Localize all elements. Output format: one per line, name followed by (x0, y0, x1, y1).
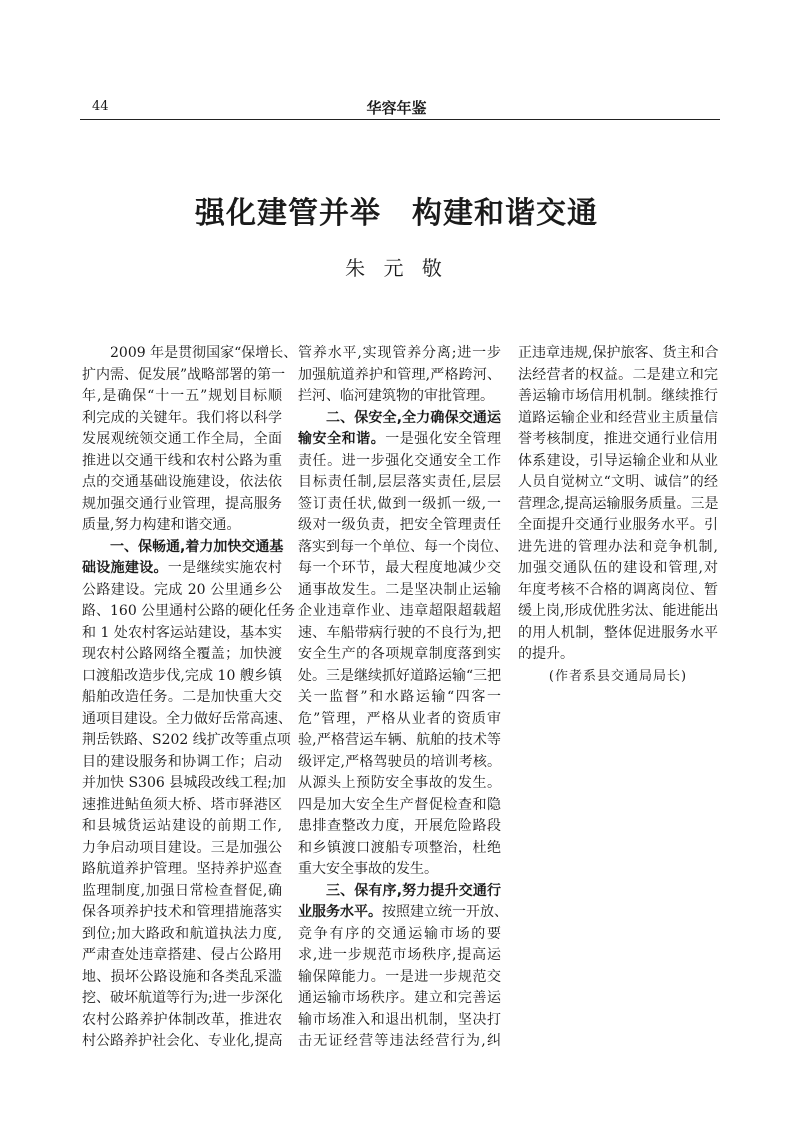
line-text: 点的交通基础设施建设，依法依 (82, 474, 282, 490)
text-line (298, 687, 501, 709)
line-text: 目标责任制,层层落实责任,层层 (298, 474, 501, 490)
section-heading: 二、保安全,全力确保交通运 (326, 409, 501, 426)
text-line (518, 644, 718, 666)
line-text: 管养水平,实现管养分离;进一步 (298, 345, 501, 361)
article-title: 强化建管并举 构建和谐交通 (195, 196, 598, 231)
line-text: 全面提升交通行业服务水平。引 (518, 517, 718, 533)
section-heading: 业服务水平。 (298, 904, 382, 920)
text-line (298, 1010, 501, 1032)
text-line (298, 924, 501, 946)
text-line (298, 816, 501, 838)
line-text: 保各项养护技术和管理措施落实 (82, 904, 282, 920)
line-text: 路、160 公里通村公路的硬化任务 (82, 603, 296, 619)
line-text: 加强交通队伍的建设和管理,对 (518, 560, 718, 576)
text-line (82, 623, 282, 645)
line-text: 推进以交通干线和农村公路为重 (82, 452, 282, 469)
text-line (298, 838, 501, 860)
text-line (82, 773, 286, 795)
text-line (298, 945, 501, 967)
text-line (82, 601, 296, 623)
text-line (298, 558, 501, 580)
line-text: 到位;加大路政和航道执法力度, (82, 925, 282, 942)
line-text: 危”管理，严格从业者的资质审 (298, 710, 501, 727)
line-text: 口渡船改造步伐,完成 10 艘乡镇 (82, 667, 282, 684)
line-text: 关一监督”和水路运输“四客一 (298, 689, 501, 705)
line-text: 誉考核制度，推进交通行业信用 (518, 431, 718, 447)
text-line (298, 515, 501, 537)
line-text: 现农村公路网络全覆盖；加快渡 (82, 646, 282, 662)
text-line (298, 795, 501, 817)
line-text: 规加强交通行业管理，提高服务 (82, 495, 282, 512)
line-text: 并加快 S306 县城段改线工程;加 (82, 775, 286, 791)
text-line (82, 429, 282, 451)
text-line (518, 472, 718, 494)
line-text: 验,严格营运车辆、航舶的技术等 (298, 732, 501, 748)
text-line (82, 967, 282, 989)
text-line (518, 365, 718, 387)
text-line (298, 343, 501, 365)
line-text: 缓上岗,形成优胜劣汰、能进能出 (518, 603, 719, 619)
text-line (518, 515, 718, 537)
line-text: 发展观统领交通工作全局，全面 (82, 431, 282, 447)
header-rule (80, 119, 720, 120)
line-text: 速推进鲇鱼须大桥、塔市驿港区 (82, 796, 282, 813)
text-line (298, 773, 501, 795)
line-text: 求,进一步规范市场秩序,提高运 (298, 947, 501, 963)
line-text: 进先进的管理办法和竞争机制, (518, 538, 718, 555)
line-text: 和县城货运站建设的前期工作, (82, 818, 282, 834)
line-text: 企业违章作业、违章超限超载超 (298, 603, 501, 619)
text-line (82, 730, 291, 752)
line-text: 质量,努力构建和谐交通。 (82, 517, 241, 533)
text-line (82, 988, 282, 1010)
text-line (298, 902, 508, 924)
line-text: 击无证经营等违法经营行为,纠 (298, 1033, 501, 1049)
line-text: 按照建立统一开放、 (382, 904, 508, 920)
text-line (82, 472, 282, 494)
text-column-1 (82, 343, 298, 1053)
page-number: 44 (92, 99, 109, 114)
line-text: 重大安全事故的发生。 (298, 861, 438, 877)
text-line (298, 537, 508, 559)
text-line (298, 601, 501, 623)
text-line (298, 472, 501, 494)
line-text: 一是继续实施农村 (167, 560, 283, 576)
line-text: 善运输市场信用机制。继续推行 (518, 388, 718, 404)
line-text: 营理念,提高运输服务质量。三是 (518, 495, 719, 512)
text-column-2 (298, 343, 508, 1053)
line-text: 挖、破坏航道等行为;进一步深化 (82, 990, 283, 1006)
line-text: 和乡镇渡口渡船专项整治，杜绝 (298, 839, 501, 856)
section-heading: 三、保有序,努力提升交通行 (326, 882, 501, 899)
line-text: 目的建设服务和协调工作；启动 (82, 753, 282, 770)
line-text: 通事故发生。二是坚决制止运输 (298, 581, 501, 598)
line-text: 通项目建设。全力做好岳常高速、 (82, 710, 292, 727)
line-text: 安全生产的各项规章制度落到实 (298, 646, 501, 662)
line-text: 道路运输企业和经营业主质量信 (518, 409, 718, 426)
text-line (82, 558, 282, 580)
line-text: (作者系县交通局局长) (548, 668, 688, 684)
text-line (82, 515, 282, 537)
line-text: 严肃查处违章搭建、侵占公路用 (82, 947, 282, 963)
text-line (518, 601, 718, 623)
line-text: 2009 年是贯彻国家“保增长、 (110, 345, 298, 361)
section-heading: 一、保畅通,着力加快交通基 (110, 538, 284, 555)
text-line (298, 988, 501, 1010)
text-line (298, 666, 501, 688)
line-text: 力争启动项目建设。三是加强公 (82, 839, 282, 856)
line-text: 荆岳铁路、S202 线扩改等重点项 (82, 732, 291, 748)
text-line (298, 967, 501, 989)
text-line (82, 709, 292, 731)
line-text: 处。三是继续抓好道路运输“三把 (298, 667, 502, 684)
text-line (518, 623, 718, 645)
text-line (298, 580, 501, 602)
line-text: 监理制度,加强日常检查督促,确 (82, 882, 282, 899)
line-text: 村公路养护社会化、专业化,提高 (82, 1033, 283, 1049)
text-line (298, 644, 501, 666)
text-line (298, 494, 501, 516)
text-line (518, 451, 718, 473)
line-text: 级评定,严格驾驶员的培训考核。 (298, 753, 501, 770)
text-line (82, 494, 282, 516)
section-heading: 础设施建设。 (82, 560, 168, 576)
author-note (518, 666, 718, 688)
line-text: 农村公路养护体制改革，推进农 (82, 1011, 282, 1028)
line-text: 的提升。 (518, 646, 574, 662)
text-line (82, 1010, 282, 1032)
line-text: 患排查整改力度，开展危险路段 (298, 818, 501, 834)
line-text: 体系建设，引导运输企业和从业 (518, 452, 718, 469)
text-line (298, 881, 501, 903)
text-line (518, 386, 718, 408)
line-text: 年度考核不合格的调离岗位、暂 (518, 581, 718, 598)
line-text: 和 1 处农村客运站建设，基本实 (82, 624, 282, 641)
text-line (298, 859, 501, 881)
text-line (82, 1031, 282, 1053)
line-text: 拦河、临河建筑物的审批管理。 (298, 388, 494, 404)
text-line (518, 429, 718, 451)
text-line (82, 859, 282, 881)
line-text: 签订责任状,做到一级抓一级,一 (298, 495, 501, 512)
text-column-3 (518, 343, 718, 687)
text-line (82, 752, 282, 774)
text-line (298, 1031, 501, 1053)
line-text: 落实到每一个单位、每一个岗位、 (298, 538, 508, 555)
text-line (82, 365, 286, 387)
line-text: 通运输市场秩序。建立和完善运 (298, 990, 501, 1006)
text-line (298, 429, 501, 451)
text-line (298, 752, 501, 774)
line-text: 责任。进一步强化交通安全工作 (298, 452, 501, 469)
text-line (298, 365, 501, 387)
text-line (298, 623, 501, 645)
text-line (82, 580, 282, 602)
text-line (82, 408, 282, 430)
line-text: 输保障能力。一是进一步规范交 (298, 968, 501, 985)
text-line (518, 558, 718, 580)
line-text: 级对一级负责，把安全管理责任 (298, 517, 501, 533)
text-line (298, 709, 501, 731)
text-line (518, 408, 718, 430)
text-line (82, 881, 282, 903)
line-text: 年,是确保“十一五”规划目标顺 (82, 388, 282, 404)
text-line (298, 730, 501, 752)
line-text: 扩内需、促发展”战略部署的第一 (82, 366, 286, 383)
line-text: 四是加大安全生产督促检查和隐 (298, 796, 501, 813)
running-header-title: 华容年鉴 (366, 99, 427, 117)
text-line (82, 451, 282, 473)
line-text: 地、损坏公路设施和各类乱采滥 (82, 968, 282, 985)
text-line (298, 386, 501, 408)
line-text: 人员自觉树立“文明、诚信”的经 (518, 474, 718, 490)
line-text: 竞争有序的交通运输市场的要 (298, 925, 501, 942)
text-line (82, 644, 282, 666)
line-text: 的用人机制，整体促进服务水平 (518, 624, 718, 641)
text-line (82, 343, 298, 365)
line-text: 公路建设。完成 20 公里通乡公 (82, 581, 282, 598)
line-text: 速、车船带病行驶的不良行为,把 (298, 624, 501, 641)
text-line (82, 902, 282, 924)
text-line (82, 795, 282, 817)
section-heading: 输安全和谐。 (298, 431, 386, 447)
line-text: 从源头上预防安全事故的发生。 (298, 775, 501, 791)
text-line (518, 580, 718, 602)
text-line (82, 386, 282, 408)
line-text: 一是强化安全管理 (385, 431, 502, 447)
text-line (82, 838, 282, 860)
line-text: 法经营者的权益。二是建立和完 (518, 366, 718, 383)
line-text: 正违章违规,保护旅客、货主和合 (518, 345, 719, 361)
line-text: 每一个环节，最大程度地减少交 (298, 560, 501, 576)
text-line (82, 816, 282, 838)
text-line (82, 537, 282, 559)
article-author: 朱 元 敬 (345, 256, 448, 280)
text-line (518, 494, 718, 516)
line-text: 利完成的关键年。我们将以科学 (82, 409, 282, 426)
text-line (82, 924, 282, 946)
text-line (82, 666, 282, 688)
line-text: 输市场准入和退出机制，坚决打 (298, 1011, 501, 1028)
line-text: 加强航道养护和管理,严格跨河、 (298, 366, 501, 383)
text-line (298, 408, 501, 430)
text-line (518, 537, 718, 559)
line-text: 路航道养护管理。坚持养护巡查 (82, 861, 282, 877)
text-line (82, 687, 282, 709)
line-text: 船舶改造任务。二是加快重大交 (82, 689, 282, 705)
text-line (518, 343, 718, 365)
text-line (298, 451, 501, 473)
text-line (82, 945, 282, 967)
